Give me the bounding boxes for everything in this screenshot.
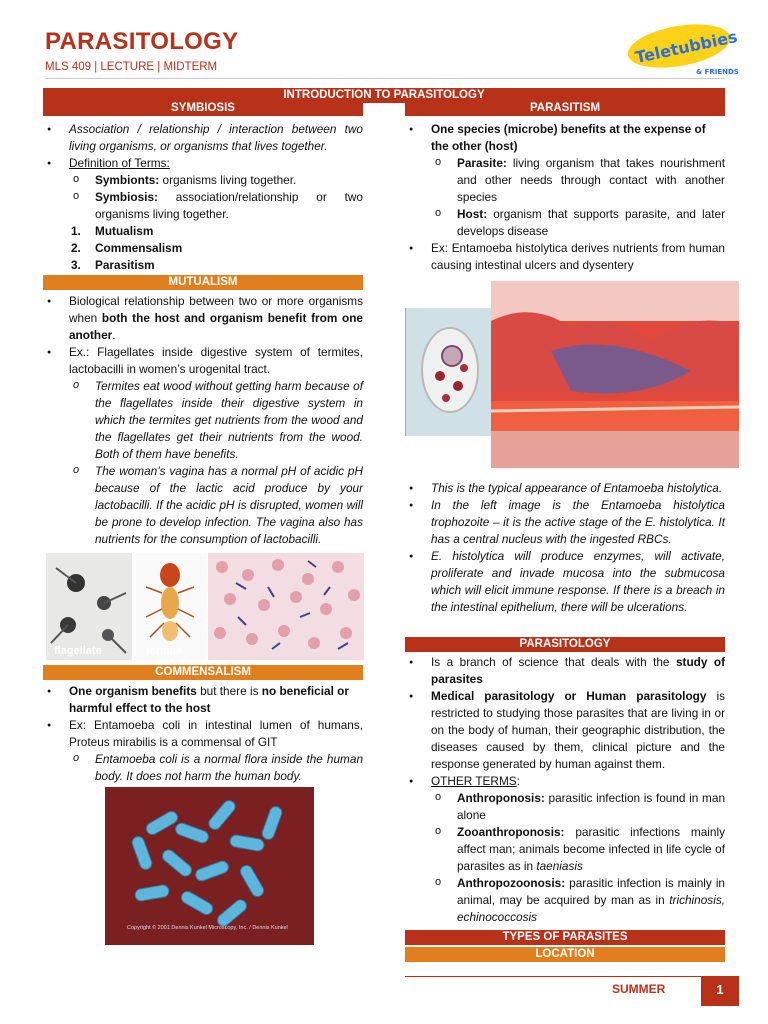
ulcer-histology-image [491, 281, 739, 468]
list-item: ● Ex: Entamoeba histolytica derives nutrients from human causing intestinal ulcers and dysentery [405, 240, 725, 274]
parasitology-section [405, 654, 725, 926]
entamoeba-coli-image [105, 787, 314, 945]
image-copyright: Copyright © 2001 Dennis Kunkel Microscopy, Inc. / Dennis Kunkel [127, 925, 288, 931]
list-item: ● Is a branch of science that deals with the study of parasites [405, 654, 725, 688]
teletubbies-logo [624, 20, 739, 78]
svg-text:Teletubbies: Teletubbies [633, 26, 739, 68]
list-subitem: o Zooanthroponosis: parasitic infections mainly affect man; animals become infected in life cycle of parasites as in taeniasis [405, 824, 725, 875]
section-bar-introduction: INTRODUCTION TO PARASITOLOGY [43, 88, 725, 103]
page-number: 1 [701, 976, 739, 1006]
list-item: ● E. histolytica will produce enzymes, will activate, proliferate and invade mucosa into the submucosa which will elicit immune response. If there is a breach in the intestinal epithelium, there will be ulcerations. [405, 548, 725, 616]
symbiosis-section [43, 121, 363, 274]
svg-text:& FRIENDS: & FRIENDS [696, 68, 739, 76]
histolytica-description [405, 480, 725, 616]
list-item: ● This is the typical appearance of Entamoeba histolytica. [405, 480, 725, 497]
numbered-item: 3. Parasitism [71, 258, 155, 272]
list-item: ● Biological relationship between two or more organisms when both the host and organism benefit from one another. [43, 293, 363, 344]
parasitism-section [405, 121, 725, 274]
termite-image [134, 553, 206, 660]
numbered-item: 2. Commensalism [71, 241, 183, 255]
commensalism-section [43, 683, 363, 785]
heading-parasitism: PARASITISM [405, 101, 725, 116]
heading-types-of-parasites: TYPES OF PARASITES [405, 930, 725, 945]
list-item: ● In the left image is the Entamoeba histolytica trophozoite – it is the active stage of the E. histolytica. It has a central nucleus with the ingested RBCs. [405, 497, 725, 548]
list-item: ● Medical parasitology or Human parasitology is restricted to studying those parasites that are living in or on the body of human, their geographic distribution, the diseases caused by them, clinical picture and the response generated by human against them. [405, 688, 725, 773]
heading-parasitology: PARASITOLOGY [405, 637, 725, 652]
document-title: PARASITOLOGY [45, 28, 239, 55]
list-subitem: o The woman’s vagina has a normal pH of acidic pH because of the lactic acid produce by your lactobacilli. If the acidic pH is disrupted, women will be prone to develop infection. The vagina also has nutrients for the consumption of lactobacilli. [43, 463, 363, 548]
heading-symbiosis: SYMBIOSIS [43, 101, 363, 116]
list-item: ● Association / relationship / interaction between two living organisms, or organisms that lives together. [43, 121, 363, 155]
list-subitem: o Termites eat wood without getting harm because of the flagellates inside their digestive system in which the termites get nutrients from the wood and the flagellates get their nutrients from the wood. Both of them have benefits. [43, 378, 363, 463]
footer-divider [405, 976, 739, 977]
lactobacilli-image [208, 553, 364, 660]
list-item: ● Definition of Terms: [43, 155, 363, 172]
header-divider [45, 78, 725, 79]
list-subitem: o Anthroponosis: parasitic infection is found in man alone [405, 790, 725, 824]
caption-termite: termite [146, 645, 183, 657]
heading-commensalism: COMMENSALISM [43, 665, 363, 680]
list-item: ● One organism benefits but there is no beneficial or harmful effect to the host [43, 683, 363, 717]
list-subitem: o Entamoeba coli is a normal flora inside the human body. It does not harm the human body. [43, 751, 363, 785]
list-item: ● Ex.: Flagellates inside digestive system of termites, lactobacilli in women’s urogenital tract. [43, 344, 363, 378]
numbered-item: 1. Mutualism [71, 224, 154, 238]
list-item: ● One species (microbe) benefits at the expense of the other (host) [405, 121, 725, 155]
list-subitem: o Parasite: living organism that takes nourishment and other needs through contact with another species [405, 155, 725, 206]
list-subitem: o Symbiosis: association/relationship or two organisms living together. [43, 189, 363, 223]
flagellate-image [46, 553, 132, 660]
trophozoite-image [405, 308, 491, 436]
mutualism-section [43, 293, 363, 548]
list-subitem: o Anthropozoonosis: parasitic infection is mainly in animal, may be acquired by man as in trichinosis, echinococcosis [405, 875, 725, 926]
list-item: ● Ex: Entamoeba coli in intestinal lumen of humans, Proteus mirabilis is a commensal of GIT [43, 717, 363, 751]
footer-term: SUMMER [612, 982, 666, 996]
list-subitem: o Symbionts: organisms living together. [43, 172, 363, 189]
heading-mutualism: MUTUALISM [43, 275, 363, 290]
caption-flagellate: flagellate [54, 645, 102, 657]
list-item: ● OTHER TERMS: [405, 773, 725, 790]
list-subitem: o Host: organism that supports parasite, and later develops disease [405, 206, 725, 240]
heading-location: LOCATION [405, 947, 725, 962]
document-subtitle: MLS 409 | LECTURE | MIDTERM [45, 61, 218, 73]
